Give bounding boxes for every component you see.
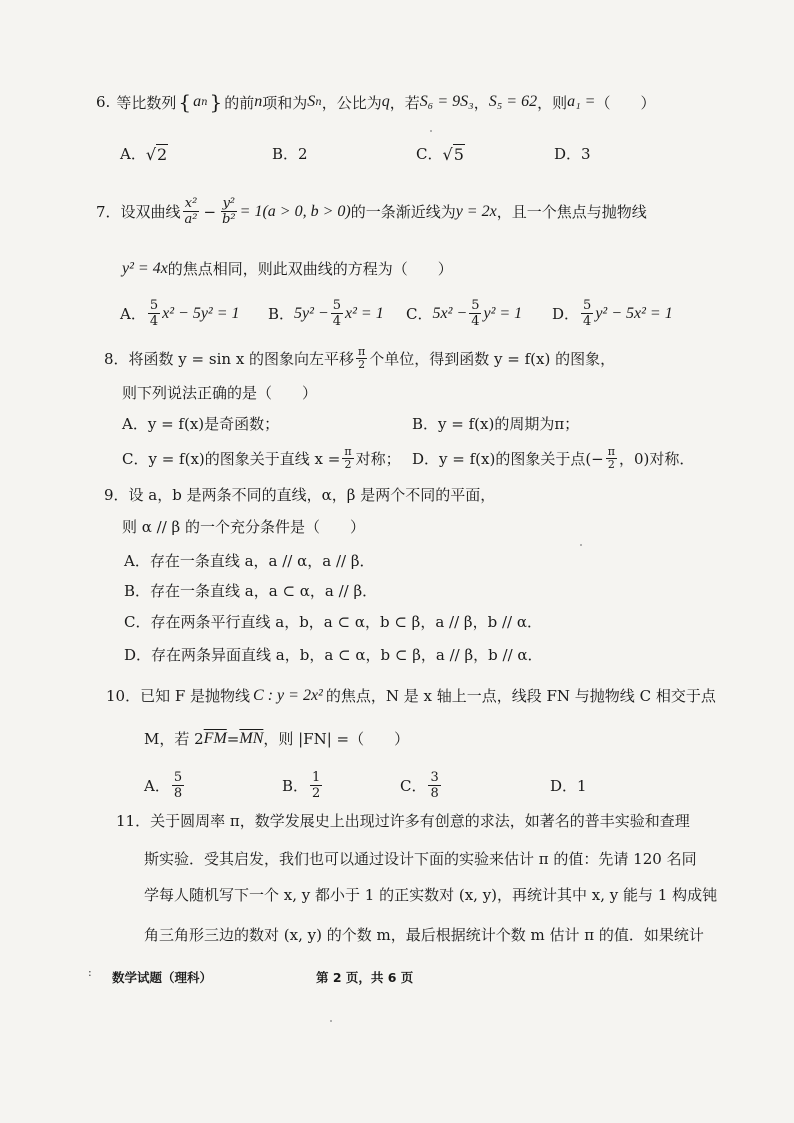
q9-option-a: A．存在一条直线 a，a // α，a // β． [124,552,375,570]
binding-dots: : [88,966,92,979]
q10-option-a: A． $\frac{5}{8}$ [144,770,183,801]
q7-option-d: D． $\frac{5}{4}$ y² − 5x² = 1 [552,298,673,329]
q10-stem-line1: 10．已知 F 是抛物线 C : y = 2x² 的焦点，N 是 x 轴上一点，线段 FN 与抛物线 C 相交于点 [106,686,716,705]
q10-option-c: C． $\frac{3}{8}$ [400,770,439,801]
q7-option-c: C． 5x² − $\frac{5}{4}$ y² = 1 [406,298,523,329]
q8-option-d: D．y = f(x)的图象关于点(− $\frac{\pi}{2}$ ，0)对称． [412,445,695,471]
q6-option-d: D．3 [554,145,591,163]
q6-option-b: B．2 [272,145,308,163]
scan-speck [430,130,432,132]
q10-stem-line2: M，若 2 $\overline{FM}$ = $\overline{MN}$ ，则 |FN| =（ ） [144,729,410,748]
q9-option-c: C．存在两条平行直线 a，b，a ⊂ α，b ⊂ β，a // β，b // α． [124,613,542,631]
q10-option-b: B． $\frac{1}{2}$ [282,770,321,801]
q8-option-a: A．y = f(x)是奇函数； [122,415,280,433]
scan-speck [330,1020,332,1022]
q6-number: 6. [96,93,111,111]
q6-option-a: A． √ 2 [120,144,168,164]
q6-option-c: C． √ 5 [416,144,464,164]
q8-option-c: C．y = f(x)的图象关于直线 x = $\frac{\pi}{2}$ 对称； [122,445,401,471]
q7-stem-line2: y² = 4x 的焦点相同，则此双曲线的方程为（ ） [122,259,453,278]
q9-stem-line1: 9．设 a，b 是两条不同的直线，α，β 是两个不同的平面， [104,486,496,504]
footer-page-number: 第 2 页，共 6 页 [316,970,414,985]
q10-option-d: D．1 [550,777,587,795]
q7-option-a: A． $\frac{5}{4}$ x² − 5y² = 1 [120,298,240,329]
scan-speck [580,544,582,546]
sqrt-symbol: √ 2 [145,144,168,164]
q7-option-b: B． 5y² − $\frac{5}{4}$ x² = 1 [268,298,384,329]
q7-stem-line1: 7．设双曲线 $\frac{\text{x²}}{\text{a²}}$ − $\frac{\text{y²}}{\text{b²}}$ = 1(a > 0, b > 0) 的一条渐近线为 y = 2x ，且一个焦点与抛物线 [96,196,647,227]
sqrt-symbol: √ 5 [442,144,464,164]
vector-fm: $\overline{FM}$ [203,729,227,747]
q8-stem-line1: 8．将函数 y = sin x 的图象向左平移 $\frac{\pi}{2}$ 个单位，得到函数 y = f(x) 的图象， [104,345,616,371]
q6-stem: 6. 等比数列 { a n } 的前 n 项和为 S n ，公比为 q ，若 S₆ = 9S₃ ， S₅ = 62 ，则 a₁ = （ ） [96,90,656,114]
footer-subject: 数学试题（理科） [112,970,213,985]
vector-mn: $\overline{MN}$ [239,729,264,747]
q9-option-b: B．存在一条直线 a，a ⊂ α，a // β． [124,582,378,600]
q9-option-d: D．存在两条异面直线 a，b，a ⊂ α，b ⊂ β，a // β，b // α． [124,646,543,664]
q9-stem-line2: 则 α // β 的一个充分条件是（ ） [122,518,365,536]
q8-option-b: B．y = f(x)的周期为π； [412,415,580,433]
q11-line2: 斯实验．受其启发，我们也可以通过设计下面的实验来估计 π 的值：先请 120 名同 [144,850,697,868]
q11-line1: 11．关于圆周率 π，数学发展史上出现过许多有创意的求法，如著名的普丰实验和查理 [116,812,690,830]
q11-line4: 角三角形三边的数对 (x, y) 的个数 m，最后根据统计个数 m 估计 π 的值．如果统计 [144,926,704,944]
q8-stem-line2: 则下列说法正确的是（ ） [122,384,318,402]
q11-line3: 学每人随机写下一个 x, y 都小于 1 的正实数对 (x, y)，再统计其中 x, y 能与 1 构成钝 [144,886,718,904]
